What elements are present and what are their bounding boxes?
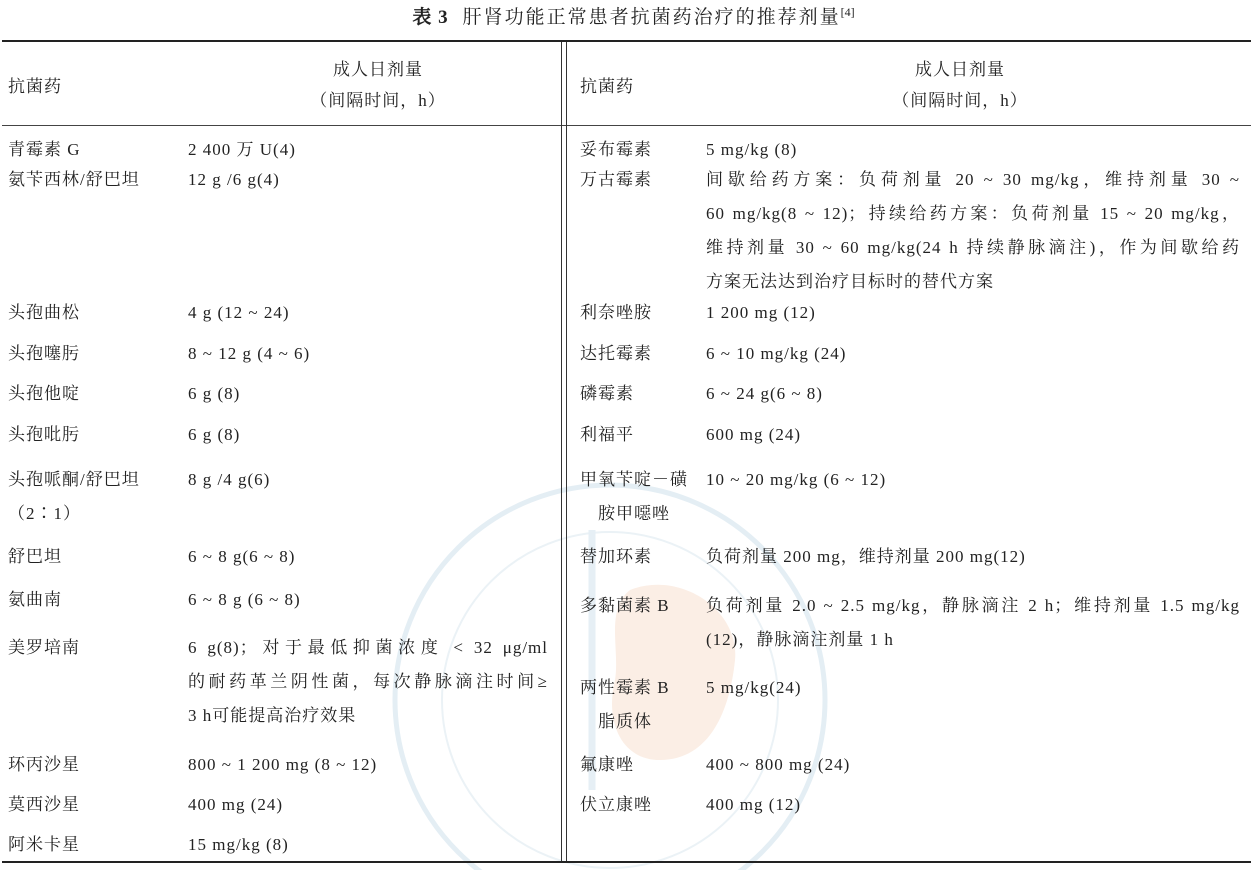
table-caption [0,6,1251,30]
drug-cell [580,463,688,531]
drug-cell [8,133,81,167]
dose-cell [188,418,240,452]
drug-cell [580,748,634,782]
dose-text: 6 ~ 8 g (6 ~ 8) [188,590,301,609]
dose-text: 方案无法达到治疗目标时的替代方案 [706,272,994,291]
header-dose-right: 成人日剂量 [915,60,1005,79]
dose-text: 15 mg/kg (8) [188,835,289,854]
drug-name: 头孢曲松 [8,303,80,322]
drug-name: 头孢噻肟 [8,344,80,363]
dose-cell [706,671,802,705]
drug-name: 利奈唑胺 [580,303,652,322]
dose-cell [188,540,295,574]
drug-name-continued: （2∶1） [8,504,81,523]
dose-cell [188,337,310,371]
dose-cell [188,583,301,617]
drug-name: 利福平 [580,425,634,444]
dose-text: 5 mg/kg (8) [706,140,798,159]
drug-name: 舒巴坦 [8,547,62,566]
drug-cell [8,788,80,822]
drug-name: 氨曲南 [8,590,62,609]
drug-cell [580,540,652,574]
drug-cell [580,671,670,739]
dose-text: 8 g /4 g(6) [188,470,271,489]
drug-cell [580,418,634,452]
dose-text: 800 ~ 1 200 mg (8 ~ 12) [188,755,378,774]
drug-name-continued: 胺甲噁唑 [598,504,670,523]
dose-text: 10 ~ 20 mg/kg (6 ~ 12) [706,470,887,489]
drug-name: 妥布霉素 [580,140,652,159]
drug-cell [8,748,80,782]
drug-cell [580,296,652,330]
dose-text: 400 mg (24) [188,795,284,814]
drug-cell [8,377,80,411]
dose-cell [188,377,240,411]
dose-cell [188,133,296,167]
drug-name: 甲氧苄啶－磺 [580,470,688,489]
drug-name: 美罗培南 [8,638,80,657]
dose-text: 6 ~ 8 g(6 ~ 8) [188,547,296,566]
dose-text: 8 ~ 12 g (4 ~ 6) [188,344,311,363]
drug-cell [580,337,652,371]
dose-text: 5 mg/kg(24) [706,678,802,697]
dose-text: 6 ~ 24 g(6 ~ 8) [706,384,823,403]
dose-text: 6 g (8) [188,425,241,444]
dose-cell [188,748,377,782]
dose-text: 维持剂量 30 ~ 60 mg/kg(24 h 持续静脉滴注)，作为间歇给药 [706,238,1240,257]
dose-text: 12 g /6 g(4) [188,170,280,189]
dose-text: 60 mg/kg(8 ~ 12)；持续给药方案：负荷剂量 15 ~ 20 mg/kg， [706,204,1240,223]
drug-name: 磷霉素 [580,384,634,403]
drug-name: 氟康唑 [580,755,634,774]
dose-text: 4 g (12 ~ 24) [188,303,290,322]
drug-name: 替加环素 [580,547,652,566]
column-divider-left [561,42,562,861]
dose-cell [188,828,289,862]
drug-cell [8,163,140,197]
drug-cell [8,296,80,330]
dose-text: 负荷剂量 2.0 ~ 2.5 mg/kg，静脉滴注 2 h；维持剂量 1.5 mg/kg [706,596,1240,615]
dose-text: 1 200 mg (12) [706,303,816,322]
drug-name-continued: 脂质体 [598,712,652,731]
drug-name: 达托霉素 [580,344,652,363]
dose-text: 的耐药革兰阴性菌，每次静脉滴注时间≥ [188,672,548,691]
drug-name: 莫西沙星 [8,795,80,814]
dose-text: 400 ~ 800 mg (24) [706,755,851,774]
header-dose-left: 成人日剂量 [333,60,423,79]
dose-text: 6 ~ 10 mg/kg (24) [706,344,847,363]
drug-cell [8,631,80,665]
drug-cell [580,788,652,822]
drug-name: 阿米卡星 [8,835,80,854]
dose-cell [188,296,290,330]
dose-text: 2 400 万 U(4) [188,140,296,159]
dose-cell [706,540,1026,574]
drug-name: 两性霉素 B [580,678,670,697]
header-dose-note-left: （间隔时间，h） [310,91,446,110]
drug-name: 头孢哌酮/舒巴坦 [8,470,140,489]
drug-name: 环丙沙星 [8,755,80,774]
column-divider-right [566,42,567,861]
dose-text: 6 g (8) [188,384,241,403]
dose-cell [706,418,801,452]
drug-cell [8,337,80,371]
header-rule [2,125,1251,126]
drug-name: 头孢吡肟 [8,425,80,444]
dose-cell [188,463,270,497]
dose-cell [188,631,548,733]
drug-name: 氨苄西林/舒巴坦 [8,170,140,189]
drug-cell [8,540,62,574]
dose-cell [706,163,1240,299]
drug-name: 伏立康唑 [580,795,652,814]
dose-cell [706,463,886,497]
dose-cell [706,589,1240,657]
drug-cell [580,133,652,167]
dose-cell [706,788,801,822]
dose-cell [706,133,797,167]
reference-mark: [4] [840,5,855,19]
dose-cell [188,163,280,197]
dose-cell [706,377,823,411]
dose-text: 间歇给药方案：负荷剂量 20 ~ 30 mg/kg，维持剂量 30 ~ [706,170,1240,189]
dose-cell [706,296,816,330]
table-title: 肝肾功能正常患者抗菌药治疗的推荐剂量 [462,7,841,28]
drug-name: 头孢他啶 [8,384,80,403]
dose-text: 400 mg (12) [706,795,802,814]
dose-text: 负荷剂量 200 mg，维持剂量 200 mg(12) [706,547,1026,566]
top-rule [2,40,1251,42]
dose-text: (12)，静脉滴注剂量 1 h [706,630,894,649]
dose-cell [188,788,283,822]
dose-text: 6 g(8)；对于最低抑菌浓度 < 32 μg/ml [188,638,548,657]
header-drug-right: 抗菌药 [580,77,634,96]
header-dose-note-right: （间隔时间，h） [892,91,1028,110]
dose-cell [706,337,846,371]
dose-text: 600 mg (24) [706,425,802,444]
drug-name: 多黏菌素 B [580,596,670,615]
drug-cell [8,583,62,617]
drug-cell [8,418,80,452]
drug-name: 万古霉素 [580,170,652,189]
drug-cell [8,828,80,862]
table-number: 表 3 [412,7,449,28]
drug-cell [580,377,634,411]
drug-name: 青霉素 G [8,140,81,159]
drug-cell [580,589,670,623]
dose-cell [706,748,850,782]
dose-text: 3 h可能提高治疗效果 [188,706,357,725]
drug-cell [8,463,140,531]
header-drug-left: 抗菌药 [8,77,62,96]
drug-cell [580,163,652,197]
